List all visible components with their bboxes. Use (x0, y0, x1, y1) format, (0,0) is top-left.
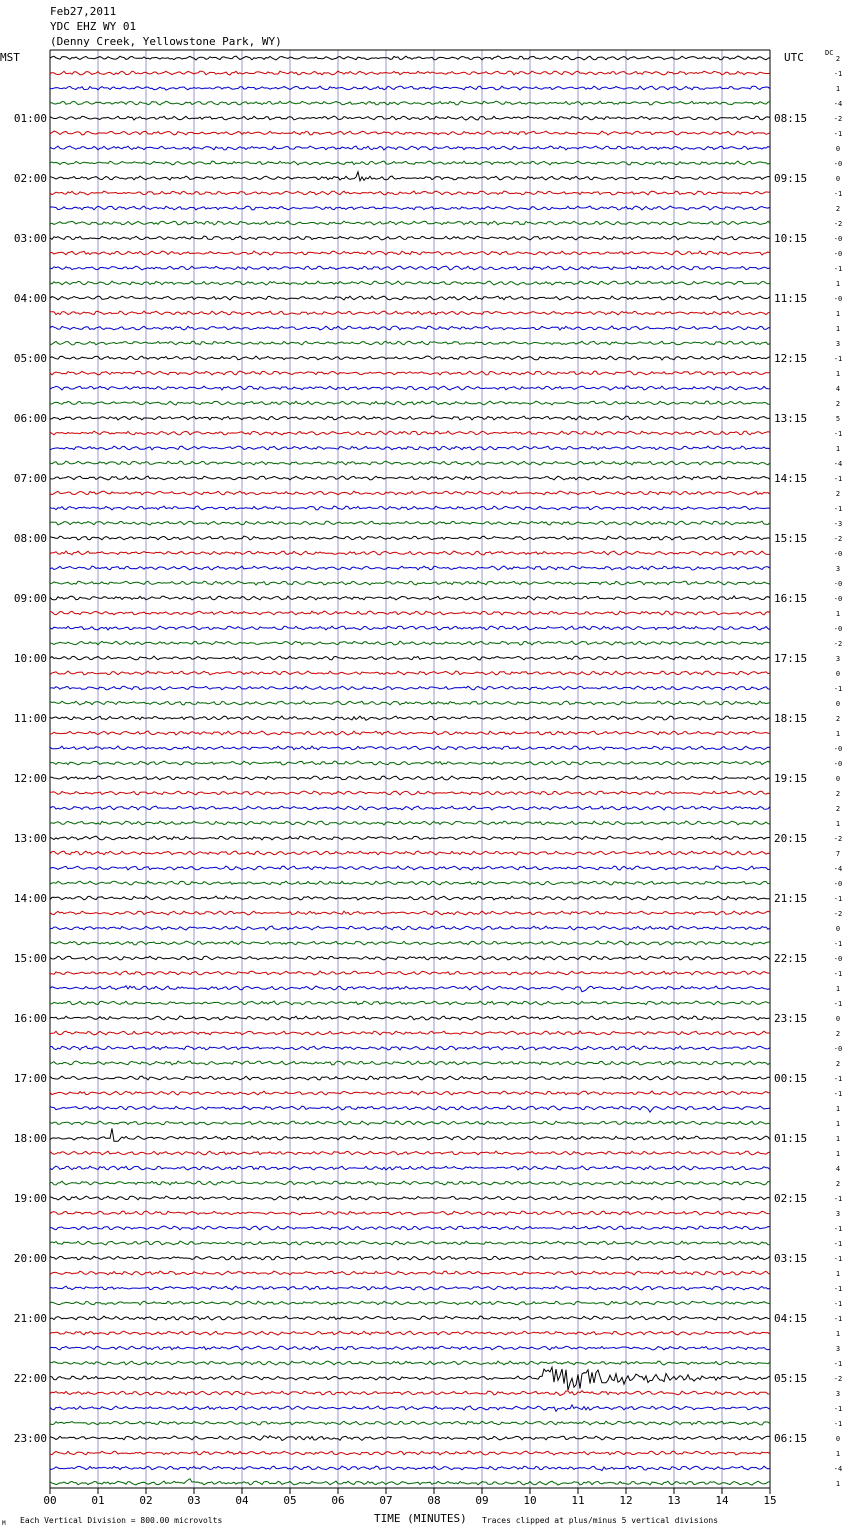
dc-offset-label: 1 (835, 730, 841, 738)
dc-offset-label: -1 (833, 1075, 843, 1083)
dc-offset-label: 3 (835, 1210, 841, 1218)
trace-row-80 (50, 1256, 770, 1260)
trace-row-82 (50, 1286, 770, 1290)
trace-row-73 (50, 1151, 770, 1155)
trace-row-63 (50, 1001, 770, 1005)
trace-row-3 (50, 101, 770, 105)
x-tick-label: 01 (91, 1494, 105, 1507)
dc-offset-label: -1 (833, 430, 843, 438)
dc-offset-label: -1 (833, 505, 843, 513)
trace-layer (50, 56, 770, 1485)
trace-row-56 (50, 896, 770, 900)
trace-row-53 (50, 851, 770, 855)
trace-row-85 (50, 1331, 770, 1335)
dc-offset-label: -1 (833, 190, 843, 198)
right-hour-label: 03:15 (774, 1252, 808, 1265)
trace-row-34 (50, 566, 770, 570)
trace-row-68 (50, 1076, 770, 1080)
right-hour-label: 19:15 (774, 772, 808, 785)
dc-offset-label: -2 (833, 115, 843, 123)
dc-offset-label: 0 (835, 775, 841, 783)
x-tick-label: 05 (283, 1494, 297, 1507)
dc-offset-label: 2 (835, 790, 841, 798)
clip-note: Traces clipped at plus/minus 5 vertical divisions (482, 1516, 719, 1525)
dc-offset-label: -4 (833, 100, 843, 108)
x-axis-label: TIME (MINUTES) (374, 1512, 467, 1525)
dc-offset-label: 1 (835, 1270, 841, 1278)
dc-offset-label: -1 (833, 1315, 843, 1323)
trace-row-39 (50, 641, 770, 645)
dc-offset-label: -4 (833, 865, 843, 873)
x-tick-label: 14 (715, 1494, 729, 1507)
dc-offset-label: -1 (833, 1240, 843, 1248)
dc-offset-label: 1 (835, 1105, 841, 1113)
dc-offset-label: -1 (833, 1405, 843, 1413)
dc-offset-label: -1 (833, 355, 843, 363)
dc-offset-label: 0 (835, 670, 841, 678)
right-hour-label: 17:15 (774, 652, 808, 665)
trace-row-26 (50, 446, 770, 450)
x-tick-label: 12 (619, 1494, 633, 1507)
trace-row-8 (50, 172, 770, 181)
trace-row-76 (50, 1196, 770, 1200)
left-hour-label: 21:00 (13, 1312, 47, 1325)
right-hour-label: 11:15 (774, 292, 808, 305)
trace-row-41 (50, 671, 770, 675)
dc-offset-label: -0 (833, 580, 843, 588)
x-tick-label: 09 (475, 1494, 489, 1507)
dc-offset-label: -0 (833, 595, 843, 603)
trace-row-65 (50, 1031, 770, 1035)
dc-offset-label: -0 (833, 250, 843, 258)
trace-row-61 (50, 971, 770, 975)
dc-offset-label: 1 (835, 85, 841, 93)
header-location: (Denny Creek, Yellowstone Park, WY) (50, 35, 282, 48)
dc-offset-label: 2 (835, 55, 841, 63)
dc-offset-label: 2 (835, 205, 841, 213)
trace-row-70 (50, 1106, 770, 1112)
label-layer (14, 55, 842, 1507)
trace-row-23 (50, 401, 770, 405)
dc-offset-label: -0 (833, 295, 843, 303)
dc-offset-label: -1 (833, 970, 843, 978)
right-hour-label: 02:15 (774, 1192, 808, 1205)
left-hour-label: 03:00 (13, 232, 47, 245)
left-hour-label: 08:00 (13, 532, 47, 545)
dc-offset-label: 7 (835, 850, 841, 858)
right-hour-label: 23:15 (774, 1012, 808, 1025)
trace-row-0 (50, 56, 770, 60)
left-hour-label: 17:00 (13, 1072, 47, 1085)
trace-row-20 (50, 356, 770, 360)
dc-offset-label: -0 (833, 745, 843, 753)
trace-row-78 (50, 1226, 770, 1230)
trace-row-83 (50, 1301, 770, 1305)
x-tick-label: 06 (331, 1494, 345, 1507)
trace-row-7 (50, 161, 770, 165)
left-hour-label: 19:00 (13, 1192, 47, 1205)
dc-offset-label: -1 (833, 130, 843, 138)
dc-offset-label: -1 (833, 1300, 843, 1308)
right-hour-label: 06:15 (774, 1432, 808, 1445)
trace-row-69 (50, 1091, 770, 1095)
dc-offset-label: 3 (835, 655, 841, 663)
x-tick-label: 15 (763, 1494, 777, 1507)
right-hour-label: 08:15 (774, 112, 808, 125)
right-hour-label: 15:15 (774, 532, 808, 545)
footer-mark: M (2, 1520, 6, 1527)
trace-row-90 (50, 1405, 770, 1411)
trace-row-31 (50, 521, 770, 525)
dc-offset-label: 2 (835, 1030, 841, 1038)
left-hour-label: 20:00 (13, 1252, 47, 1265)
right-hour-label: 18:15 (774, 712, 808, 725)
right-hour-label: 12:15 (774, 352, 808, 365)
trace-row-36 (50, 596, 770, 600)
trace-row-47 (50, 761, 770, 765)
trace-row-44 (50, 716, 770, 720)
dc-offset-label: 2 (835, 490, 841, 498)
trace-row-51 (50, 821, 770, 825)
right-hour-label: 14:15 (774, 472, 808, 485)
left-hour-label: 06:00 (13, 412, 47, 425)
left-hour-label: 15:00 (13, 952, 47, 965)
x-tick-label: 13 (667, 1494, 681, 1507)
trace-row-1 (50, 71, 770, 75)
right-hour-label: 16:15 (774, 592, 808, 605)
trace-row-11 (50, 221, 770, 225)
dc-offset-label: -1 (833, 1360, 843, 1368)
dc-offset-label: -0 (833, 235, 843, 243)
x-tick-label: 00 (43, 1494, 57, 1507)
dc-offset-label: 1 (835, 445, 841, 453)
trace-row-58 (50, 926, 770, 930)
dc-offset-label: -2 (833, 835, 843, 843)
trace-row-94 (50, 1466, 770, 1471)
dc-offset-label: -1 (833, 1090, 843, 1098)
left-hour-label: 18:00 (13, 1132, 47, 1145)
dc-offset-label: 1 (835, 1480, 841, 1488)
dc-offset-label: 3 (835, 340, 841, 348)
dc-offset-label: -1 (833, 895, 843, 903)
trace-row-30 (50, 506, 770, 510)
trace-row-48 (50, 776, 770, 780)
trace-row-89 (50, 1391, 770, 1396)
left-hour-label: 22:00 (13, 1372, 47, 1385)
dc-offset-label: 0 (835, 925, 841, 933)
dc-offset-label: 0 (835, 1015, 841, 1023)
trace-row-33 (50, 551, 770, 555)
right-hour-label: 10:15 (774, 232, 808, 245)
trace-row-74 (50, 1166, 770, 1170)
trace-row-46 (50, 746, 770, 750)
header-station: YDC EHZ WY 01 (50, 20, 137, 33)
trace-row-77 (50, 1211, 770, 1215)
trace-row-86 (50, 1346, 770, 1350)
x-tick-label: 02 (139, 1494, 153, 1507)
trace-row-17 (50, 311, 770, 315)
trace-row-18 (50, 326, 770, 330)
dc-offset-label: 1 (835, 370, 841, 378)
trace-row-91 (50, 1421, 770, 1425)
x-tick-label: 10 (523, 1494, 537, 1507)
right-hour-label: 22:15 (774, 952, 808, 965)
trace-row-10 (50, 206, 770, 210)
right-hour-label: 13:15 (774, 412, 808, 425)
trace-row-24 (50, 416, 770, 420)
trace-row-4 (50, 116, 770, 120)
trace-row-22 (50, 386, 770, 390)
right-timezone-label: UTC (784, 51, 804, 64)
trace-row-66 (50, 1046, 770, 1050)
dc-offset-label: 1 (835, 1450, 841, 1458)
trace-row-75 (50, 1181, 770, 1185)
dc-offset-label: -3 (833, 520, 843, 528)
dc-offset-label: -0 (833, 625, 843, 633)
trace-row-27 (50, 461, 770, 465)
dc-offset-label: 1 (835, 325, 841, 333)
trace-row-92 (50, 1436, 770, 1441)
left-hour-label: 23:00 (13, 1432, 47, 1445)
left-hour-label: 13:00 (13, 832, 47, 845)
trace-row-2 (50, 86, 770, 90)
dc-offset-label: -1 (833, 1420, 843, 1428)
trace-row-38 (50, 626, 770, 630)
x-tick-label: 04 (235, 1494, 249, 1507)
dc-offset-label: -1 (833, 1195, 843, 1203)
trace-row-13 (50, 251, 770, 255)
trace-row-50 (50, 806, 770, 810)
dc-offset-label: 4 (835, 1165, 841, 1173)
dc-offset-label: -0 (833, 550, 843, 558)
dc-offset-label: -1 (833, 1225, 843, 1233)
dc-offset-label: -1 (833, 475, 843, 483)
trace-row-72 (50, 1128, 770, 1141)
dc-offset-label: 2 (835, 805, 841, 813)
dc-offset-label: 0 (835, 145, 841, 153)
dc-offset-label: -1 (833, 1285, 843, 1293)
left-hour-label: 02:00 (13, 172, 47, 185)
left-hour-label: 01:00 (13, 112, 47, 125)
right-hour-label: 20:15 (774, 832, 808, 845)
dc-offset-label: 1 (835, 1150, 841, 1158)
trace-row-15 (50, 281, 770, 285)
trace-row-79 (50, 1241, 770, 1245)
dc-offset-label: 2 (835, 1180, 841, 1188)
trace-row-42 (50, 686, 770, 690)
dc-offset-label: -0 (833, 1045, 843, 1053)
trace-row-43 (50, 701, 770, 705)
dc-offset-label: -2 (833, 640, 843, 648)
trace-row-21 (50, 371, 770, 375)
dc-offset-label: 1 (835, 610, 841, 618)
trace-row-16 (50, 296, 770, 300)
dc-offset-label: 3 (835, 1345, 841, 1353)
dc-offset-label: 1 (835, 985, 841, 993)
dc-offset-label: 5 (835, 415, 841, 423)
trace-row-49 (50, 791, 770, 795)
dc-offset-label: -1 (833, 685, 843, 693)
trace-row-6 (50, 146, 770, 150)
right-hour-label: 05:15 (774, 1372, 808, 1385)
dc-offset-label: 2 (835, 400, 841, 408)
dc-offset-label: -0 (833, 760, 843, 768)
trace-row-54 (50, 866, 770, 870)
right-hour-label: 00:15 (774, 1072, 808, 1085)
dc-offset-label: 0 (835, 700, 841, 708)
dc-offset-label: -2 (833, 910, 843, 918)
trace-row-62 (50, 986, 770, 992)
trace-row-29 (50, 491, 770, 495)
right-hour-label: 21:15 (774, 892, 808, 905)
trace-row-87 (50, 1361, 770, 1365)
dc-offset-label: 3 (835, 1390, 841, 1398)
x-tick-label: 11 (571, 1494, 585, 1507)
dc-offset-label: 0 (835, 175, 841, 183)
trace-row-52 (50, 836, 770, 840)
left-timezone-label: MST (0, 51, 20, 64)
dc-offset-label: -1 (833, 1255, 843, 1263)
trace-row-64 (50, 1016, 770, 1020)
trace-row-14 (50, 266, 770, 270)
dc-offset-label: 1 (835, 310, 841, 318)
dc-offset-label: -2 (833, 1375, 843, 1383)
dc-offset-label: -1 (833, 940, 843, 948)
dc-offset-label: -1 (833, 70, 843, 78)
trace-row-45 (50, 731, 770, 735)
trace-row-59 (50, 941, 770, 945)
dc-offset-label: 1 (835, 1135, 841, 1143)
trace-row-95 (50, 1479, 770, 1485)
left-hour-label: 07:00 (13, 472, 47, 485)
dc-offset-label: 2 (835, 1060, 841, 1068)
left-hour-label: 14:00 (13, 892, 47, 905)
left-hour-label: 05:00 (13, 352, 47, 365)
left-hour-label: 04:00 (13, 292, 47, 305)
x-tick-label: 08 (427, 1494, 441, 1507)
trace-row-40 (50, 656, 770, 660)
trace-row-9 (50, 191, 770, 195)
header-date: Feb27,2011 (50, 5, 117, 18)
dc-offset-label: 0 (835, 1435, 841, 1443)
dc-offset-label: -0 (833, 955, 843, 963)
dc-offset-label: -2 (833, 220, 843, 228)
trace-row-67 (50, 1061, 770, 1065)
dc-offset-label: 3 (835, 565, 841, 573)
dc-offset-label: -4 (833, 460, 843, 468)
x-tick-label: 03 (187, 1494, 201, 1507)
trace-row-55 (50, 881, 770, 885)
trace-row-19 (50, 341, 770, 345)
right-hour-label: 04:15 (774, 1312, 808, 1325)
dc-offset-label: -1 (833, 1000, 843, 1008)
dc-offset-label: -0 (833, 160, 843, 168)
dc-offset-label: 1 (835, 1330, 841, 1338)
trace-row-60 (50, 956, 770, 960)
trace-row-84 (50, 1316, 770, 1320)
right-hour-label: 01:15 (774, 1132, 808, 1145)
scale-note: Each Vertical Division = 800.00 microvolts (20, 1516, 223, 1525)
trace-row-5 (50, 131, 770, 135)
trace-row-88 (50, 1367, 770, 1390)
dc-offset-label: 1 (835, 280, 841, 288)
trace-row-71 (50, 1121, 770, 1125)
left-hour-label: 10:00 (13, 652, 47, 665)
x-tick-label: 07 (379, 1494, 393, 1507)
left-hour-label: 09:00 (13, 592, 47, 605)
trace-row-37 (50, 611, 770, 615)
trace-row-57 (50, 911, 770, 915)
left-hour-label: 12:00 (13, 772, 47, 785)
trace-row-81 (50, 1271, 770, 1275)
dc-offset-header: DC (825, 49, 834, 57)
dc-offset-label: -2 (833, 535, 843, 543)
dc-offset-label: -4 (833, 1465, 843, 1473)
left-hour-label: 16:00 (13, 1012, 47, 1025)
dc-offset-label: -1 (833, 265, 843, 273)
left-hour-label: 11:00 (13, 712, 47, 725)
trace-row-35 (50, 581, 770, 585)
dc-offset-label: 4 (835, 385, 841, 393)
trace-row-12 (50, 236, 770, 240)
dc-offset-label: 1 (835, 820, 841, 828)
dc-offset-label: 1 (835, 1120, 841, 1128)
right-hour-label: 09:15 (774, 172, 808, 185)
trace-row-28 (50, 476, 770, 480)
trace-row-93 (50, 1451, 770, 1455)
trace-row-32 (50, 536, 770, 540)
trace-row-25 (50, 431, 770, 435)
dc-offset-label: 2 (835, 715, 841, 723)
dc-offset-label: -0 (833, 880, 843, 888)
